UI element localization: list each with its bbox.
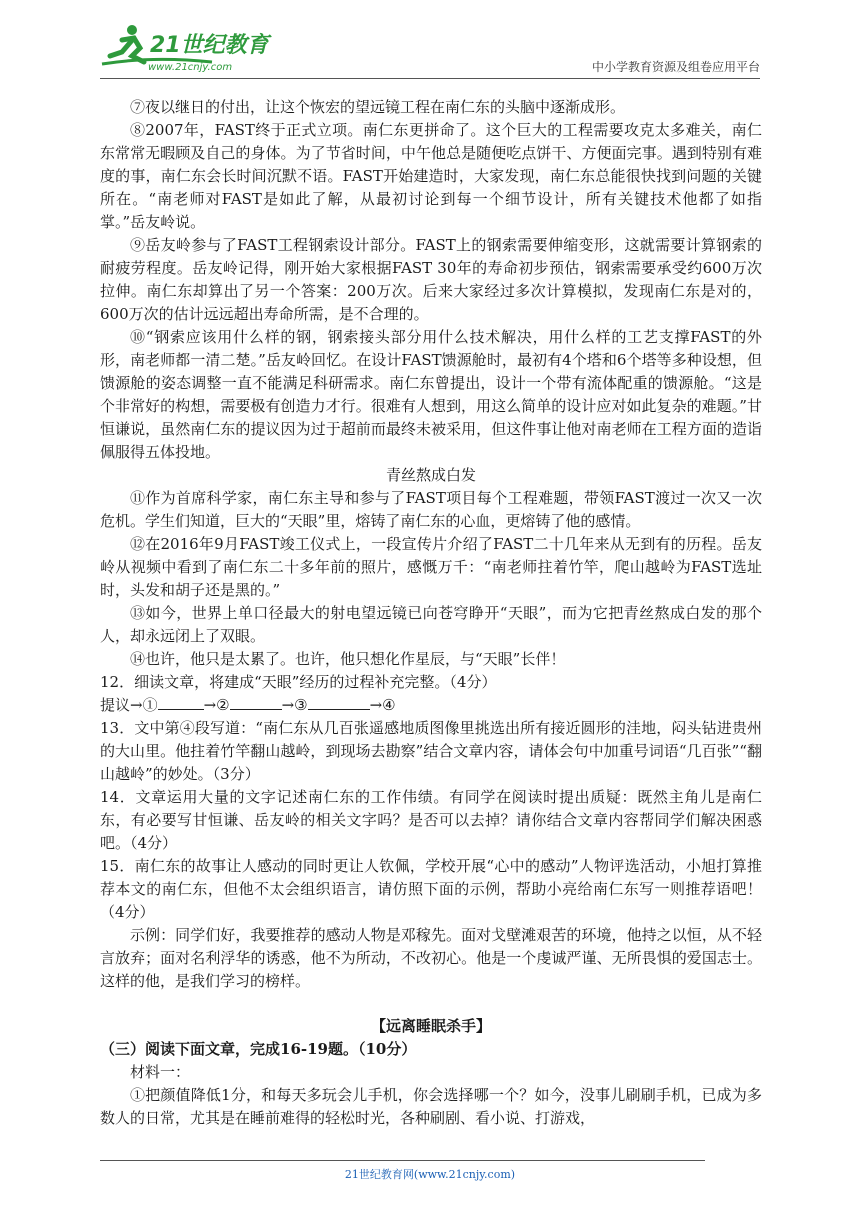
question-14: 14．文章运用大量的文字记述南仁东的工作伟绩。有同学在阅读时提出质疑：既然主角儿是南仁东，有必要写甘恒谦、岳友岭的相关文字吗？是否可以去掉？请你结合文章内容帮同学们解决困惑吧。（4分） bbox=[100, 788, 762, 852]
flow-start: 提议→① bbox=[100, 696, 158, 714]
question-12-flow bbox=[100, 694, 762, 717]
section-title: 【远离睡眠杀手】 bbox=[370, 1017, 491, 1035]
footer-divider bbox=[100, 1160, 705, 1161]
subheading: 青丝熬成白发 bbox=[385, 466, 476, 484]
platform-name: 中小学教育资源及组卷应用平台 bbox=[591, 60, 760, 74]
svg-text:21世纪教育: 21世纪教育 bbox=[150, 33, 269, 58]
paragraph-11: ⑪作为首席科学家，南仁东主导和参与了FAST项目每个工程难题，带领FAST渡过一次又一次危机。学生们知道，巨大的“天眼”里，熔铸了南仁东的心血，更熔铸了他的感情。 bbox=[100, 489, 762, 530]
paragraph-12: ⑫在2016年9月FAST竣工仪式上，一段宣传片介绍了FAST二十几年来从无到有的历程。岳友岭从视频中看到了南仁东二十多年前的照片，感慨万千：“南老师拄着竹竿，爬山越岭为FAST选址时，头发和胡子还是黑的。” bbox=[100, 535, 762, 599]
spacer bbox=[100, 993, 762, 1015]
paragraph-7: ⑦夜以继日的付出，让这个恢宏的望远镜工程在南仁东的头脑中逐渐成形。 bbox=[130, 98, 626, 116]
question-12: 12．细读文章，将建成“天眼”经历的过程补充完整。（4分） bbox=[100, 673, 497, 691]
paragraph-13: ⑬如今，世界上单口径最大的射电望远镜已向苍穹睁开“天眼”，而为它把青丝熬成白发的那个人，却永远闭上了双眼。 bbox=[100, 604, 762, 645]
paragraph-14: ⑭也许，他只是太累了。也许，他只想化作星辰，与“天眼”长伴！ bbox=[130, 650, 566, 668]
flow-arrow-2: →② bbox=[203, 696, 230, 714]
paragraph-8: ⑧2007年，FAST终于正式立项。南仁东更拼命了。这个巨大的工程需要攻克太多难关，南仁东常常无暇顾及自己的身体。为了节省时间，中午他总是随便吃点饼干、方便面完事。遇到特别有难度的事，南仁东会长时间沉默不语。FAST开始建造时，大家发现，南仁东总能很快找到问题的关键所在。“南老师对FAST是如此了解，从最初讨论到每一个细节设计，所有关键技术他都了如指掌。”岳友岭说。 bbox=[100, 121, 762, 231]
footer-source: 21世纪教育网(www.21cnjy.com) bbox=[344, 1168, 516, 1181]
example-text: 示例：同学们好，我要推荐的感动人物是邓稼先。面对戈壁滩艰苦的环境，他持之以恒，从不轻言放弃；面对名利浮华的诱惑，他不为所动，不改初心。他是一个虔诚严谨、无所畏惧的爱国志士。这样的他，是我们学习的榜样。 bbox=[100, 926, 762, 990]
header-divider bbox=[100, 78, 760, 79]
logo-21cnjy bbox=[92, 18, 272, 78]
question-13: 13．文中第④段写道：“南仁东从几百张遥感地质图像里挑选出所有接近圆形的洼地，闷头钻进贵州的大山里。他拄着竹竿翻山越岭，到现场去勘察”结合文章内容，请体会句中加重号词语“几百张”“翻山越岭”的妙处。（3分） bbox=[100, 719, 762, 783]
material-paragraph-1: ①把颜值降低1分，和每天多玩会儿手机，你会选择哪一个？如今，没事儿刷刷手机，已成为多数人的日常，尤其是在睡前难得的轻松时光，各种刷剧、看小说、打游戏， bbox=[100, 1086, 762, 1127]
answer-blank-3[interactable] bbox=[308, 694, 370, 710]
paragraph-10: ⑩“钢索应该用什么样的钢，钢索接头部分用什么技术解决，用什么样的工艺支撑FAST的外形，南老师都一清二楚。”岳友岭回忆。在设计FAST馈源舱时，最初有4个塔和6个塔等多种设想，但馈源舱的姿态调整一直不能满足科研需求。南仁东曾提出，设计一个带有流体配重的馈源舱。“这是个非常好的构想，需要极有创造力才行。很难有人想到，用这么简单的设计应对如此复杂的难题。”甘恒谦说，虽然南仁东的提议因为过于超前而最终未被采用，但这件事让他对南老师在工程方面的造诣佩服得五体投地。 bbox=[100, 328, 762, 461]
answer-blank-2[interactable] bbox=[230, 694, 282, 710]
paragraph-9: ⑨岳友岭参与了FAST工程钢索设计部分。FAST上的钢索需要伸缩变形，这就需要计算钢索的耐疲劳程度。岳友岭记得，刚开始大家根据FAST 30年的寿命初步预估，钢索需要承受约600万次拉伸。南仁东却算出了另一个答案：200万次。后来大家经过多次计算模拟，发现南仁东是对的，600万次的估计远远超出寿命所需，是不合理的。 bbox=[100, 236, 762, 323]
question-15: 15．南仁东的故事让人感动的同时更让人钦佩，学校开展“心中的感动”人物评选活动，小旭打算推荐本文的南仁东，但他不太会组织语言，请仿照下面的示例，帮助小亮给南仁东写一则推荐语吧！（4分） bbox=[100, 857, 762, 921]
document-body bbox=[100, 96, 762, 1130]
material-label: 材料一： bbox=[130, 1063, 191, 1081]
flow-arrow-4: →④ bbox=[369, 696, 396, 714]
svg-text:www.21cnjy.com: www.21cnjy.com bbox=[148, 62, 233, 73]
answer-blank-1[interactable] bbox=[158, 694, 204, 710]
section-three-heading: （三）阅读下面文章，完成16-19题。（10分） bbox=[100, 1040, 417, 1058]
flow-arrow-3: →③ bbox=[281, 696, 308, 714]
page-header bbox=[0, 0, 860, 84]
